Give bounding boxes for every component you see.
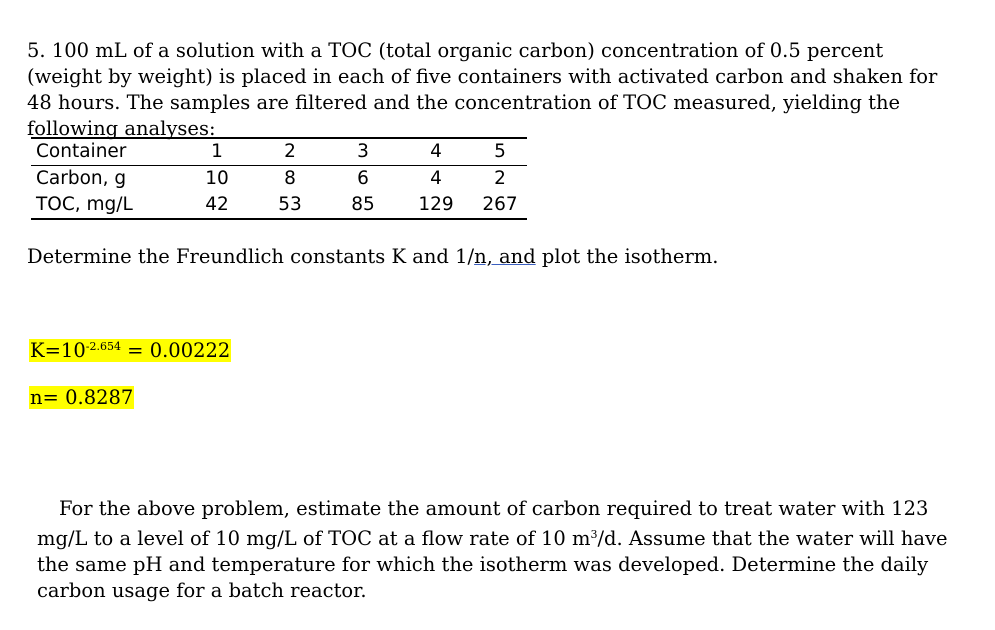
- answer-k-highlight: [29, 339, 231, 362]
- analysis-table: [31, 137, 527, 220]
- followup-before: For the above problem, estimate the amount of carbon required to treat water with 123 mg/L to a level of 10 mg/L of TOC at a flow rate of 10 m: [37, 497, 929, 550]
- answer-k: [29, 335, 231, 363]
- followup-superscript: 3: [590, 528, 598, 541]
- container-header-label: Container: [31, 138, 180, 165]
- carbon-cell: 6: [357, 167, 369, 189]
- followup-problem: [37, 496, 977, 604]
- answer-k-suffix: = 0.00222: [120, 339, 231, 362]
- table-row: [31, 192, 527, 219]
- problem-statement: 5. 100 mL of a solution with a TOC (total organic carbon) concentration of 0.5 percent (weight by weight) is placed in each of five containers with activated carbon and shaken for 48 hours. The samples are filtered and the concentration of TOC measured, yielding the following analyses:: [27, 39, 938, 140]
- toc-cell: 129: [399, 192, 472, 219]
- carbon-cell: 2: [494, 167, 506, 189]
- question-before: Determine the Freundlich constants K and 1/: [27, 245, 475, 268]
- container-cell: 4: [399, 138, 472, 165]
- answer-k-exponent: -2.654: [85, 340, 121, 353]
- toc-cell: 42: [180, 192, 253, 219]
- container-cell: 2: [253, 138, 326, 165]
- answer-k-prefix: K=10: [30, 339, 86, 362]
- carbon-cell: 4: [430, 167, 442, 189]
- container-cell: 1: [180, 138, 253, 165]
- question-underlined: n, and: [474, 245, 536, 268]
- carbon-row-label: Carbon, g: [36, 167, 127, 189]
- question-after: plot the isotherm.: [535, 245, 719, 268]
- followup-after: /d. Assume that the water will have the same pH and temperature for which the isotherm was developed. Determine the daily carbon usage for a batch reactor.: [37, 527, 948, 602]
- toc-row-label: TOC, mg/L: [31, 192, 180, 219]
- table-row: [31, 165, 527, 192]
- toc-cell: 267: [472, 192, 527, 219]
- carbon-cell: 10: [205, 167, 229, 189]
- answer-n-highlight: n= 0.8287: [30, 386, 134, 409]
- answer-n: [29, 386, 134, 410]
- container-cell: 5: [472, 138, 527, 165]
- table-header-row: [31, 138, 527, 165]
- question-text: [27, 244, 718, 270]
- container-cell: 3: [326, 138, 399, 165]
- toc-cell: 53: [253, 192, 326, 219]
- carbon-cell: 8: [284, 167, 296, 189]
- toc-cell: 85: [326, 192, 399, 219]
